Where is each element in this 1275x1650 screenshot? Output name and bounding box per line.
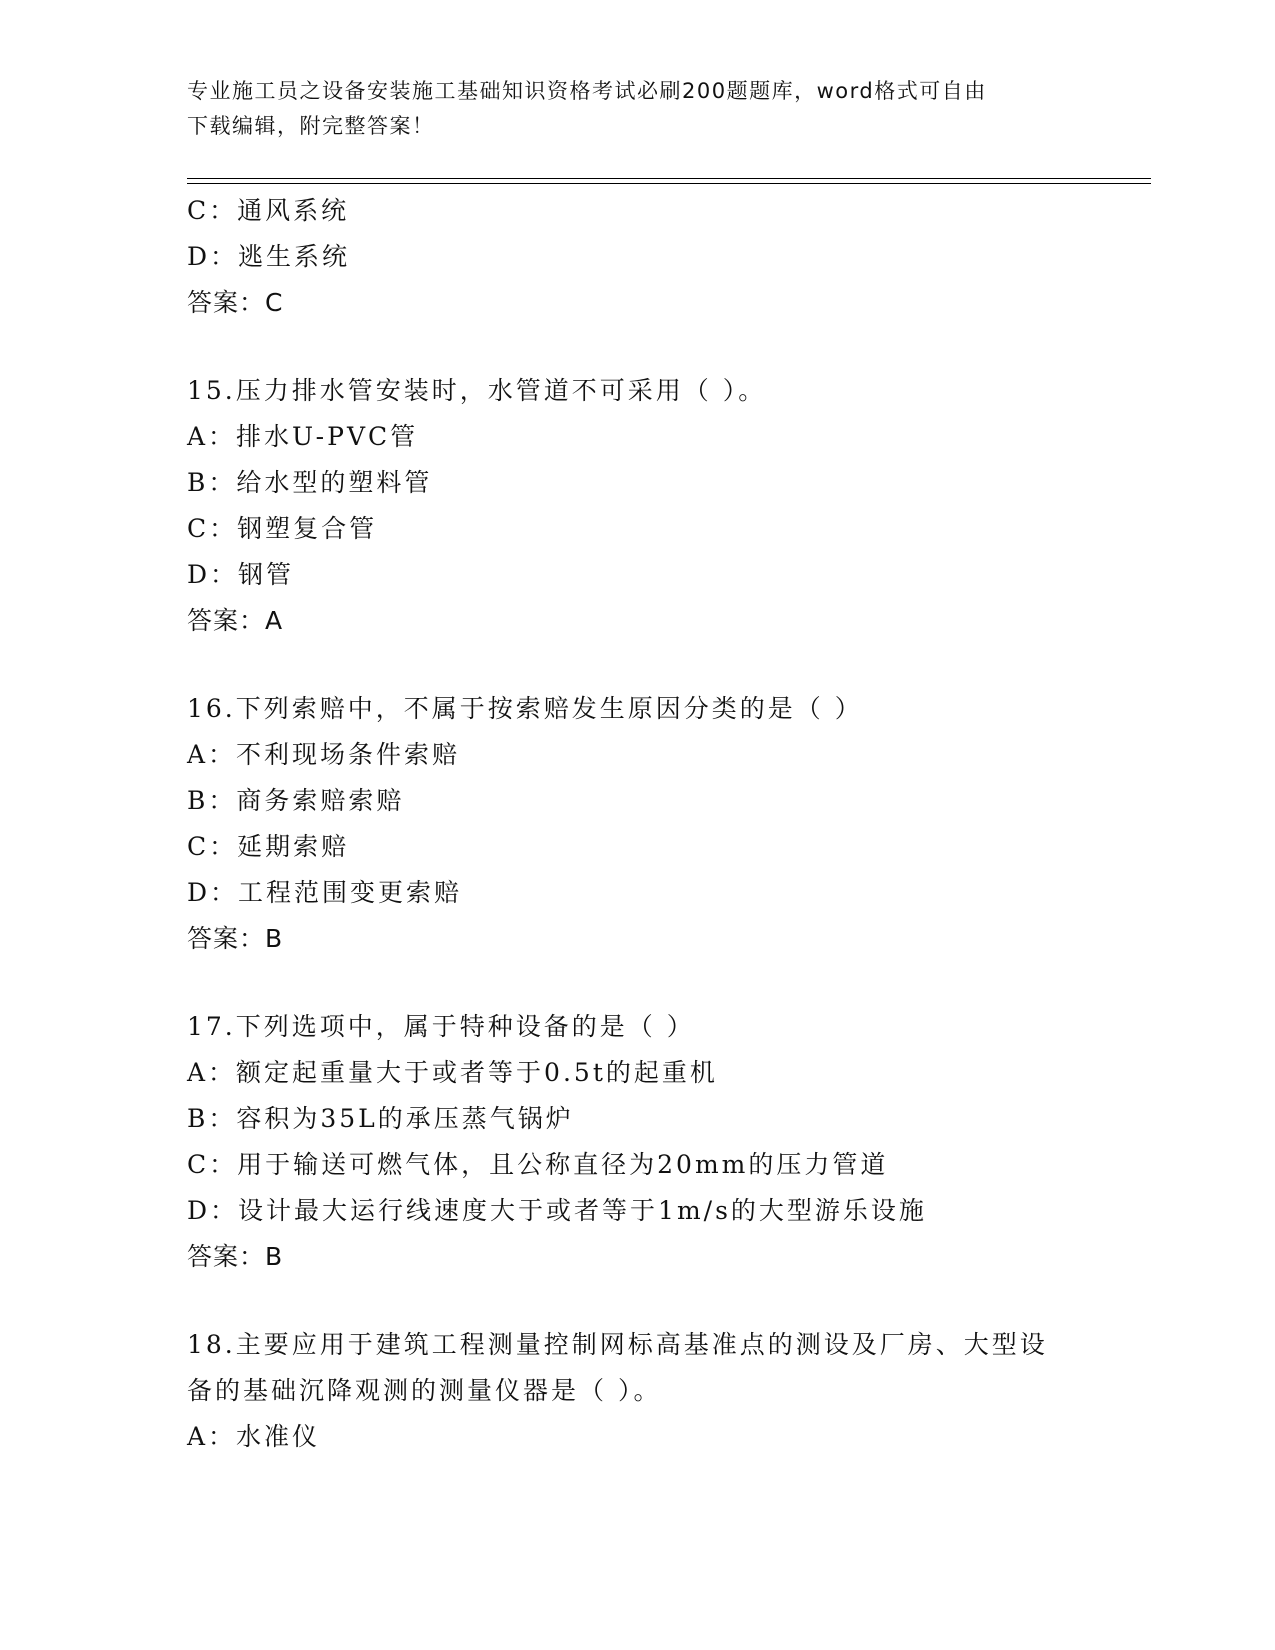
q18-stem-line-2: 备的基础沉降观测的测量仪器是（ ）。 <box>187 1376 662 1405</box>
q15-answer: 答案：A <box>187 606 284 635</box>
q15-option-c: C：钢塑复合管 <box>187 514 378 543</box>
q18-option-a: A：水准仪 <box>187 1422 321 1451</box>
q15-option-b: B：给水型的塑料管 <box>187 468 433 497</box>
q16-option-c: C：延期索赔 <box>187 832 350 861</box>
q18-stem-line-1: 18.主要应用于建筑工程测量控制网标高基准点的测设及厂房、大型设 <box>187 1330 1048 1359</box>
question-spacer <box>187 644 1087 686</box>
q14-option-c: C：通风系统 <box>187 196 350 225</box>
question-15 <box>187 368 1087 644</box>
question-spacer <box>187 326 1087 368</box>
question-spacer <box>187 1280 1087 1322</box>
question-16 <box>187 686 1087 962</box>
header-divider-bottom <box>187 183 1151 184</box>
q17-option-d: D：设计最大运行线速度大于或者等于1m/s的大型游乐设施 <box>187 1196 927 1225</box>
question-18 <box>187 1322 1087 1460</box>
header-title-line-1: 专业施工员之设备安装施工基础知识资格考试必刷200题题库，word格式可自由 <box>187 79 987 103</box>
question-14 <box>187 188 1087 326</box>
header-title-line-2: 下载编辑，附完整答案！ <box>187 114 435 138</box>
q17-answer: 答案：B <box>187 1242 284 1271</box>
q16-answer: 答案：B <box>187 924 284 953</box>
question-spacer <box>187 962 1087 1004</box>
q17-option-c: C：用于输送可燃气体，且公称直径为20mm的压力管道 <box>187 1150 889 1179</box>
q16-stem: 16.下列索赔中，不属于按索赔发生原因分类的是（ ） <box>187 694 863 723</box>
q17-stem: 17.下列选项中，属于特种设备的是（ ） <box>187 1012 695 1041</box>
q14-answer: 答案：C <box>187 288 284 317</box>
question-list <box>187 188 1087 1460</box>
q14-option-d: D：逃生系统 <box>187 242 351 271</box>
q15-option-a: A：排水U-PVC管 <box>187 422 419 451</box>
q16-option-a: A：不利现场条件索赔 <box>187 740 461 769</box>
q16-option-d: D：工程范围变更索赔 <box>187 878 463 907</box>
q17-option-b: B：容积为35L的承压蒸气锅炉 <box>187 1104 574 1133</box>
q15-stem: 15.压力排水管安装时，水管道不可采用（ ）。 <box>187 376 767 405</box>
question-17 <box>187 1004 1087 1280</box>
document-header <box>187 74 1087 144</box>
header-divider-top <box>187 178 1151 179</box>
q16-option-b: B：商务索赔索赔 <box>187 786 405 815</box>
q15-option-d: D：钢管 <box>187 560 295 589</box>
q17-option-a: A：额定起重量大于或者等于0.5t的起重机 <box>187 1058 718 1087</box>
